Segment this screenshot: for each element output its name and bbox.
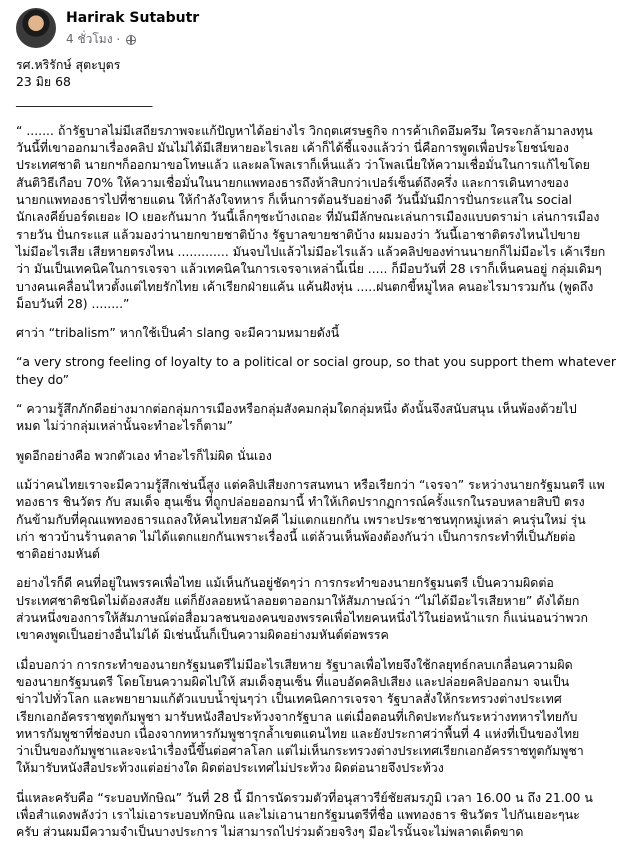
text-line: แม้ว่าคนไทยเราจะมีความรู้สึกเช่นนี้สูง แต่คลิปเสียงการสนทนา หรือเรียกว่า “เจรจา” ระหว่างนายกรัฐมนตรี แพ [16, 476, 605, 492]
text-line: “ ความรู้สึกภักดีอย่างมากต่อกลุ่มการเมืองหรือกลุ่มสังคมกลุ่มใดกลุ่มหนึ่ง ดังนั้นจึงสนับสนุน เห็นพ้องด้วยไป [16, 401, 577, 417]
text-line: ม็อบวันที่ 28) ........” [16, 295, 130, 311]
text-line: วันนี้ที่เขาออกมาเรื่องคลิป มันไม่ได้มีเสียหายอะไรเลย เค้าก็ได้ชี้แจงแล้วว่า นี่คือการพูดเพื่อประโยชน์ของ [16, 140, 569, 156]
text-line: ทองธาร ชินวัตร กับ สมเด็จ ฮุนเซ็น ที่ถูกปล่อยออกมานี้ ทำให้เกิดปรากฏการณ์ครั้งแรกในรอบหลายสิบปี ตรง [16, 494, 585, 510]
text-line: เรียกเอกอัครราชทูตกัมพูชา มารับหนังสือประท้วงจากรัฐบาล แต่เมื่อตอนที่เกิดปะทะกันระหว่างทหารไทยกับ [16, 708, 578, 724]
text-line: “a very strong feeling of loyalty to a political or social group, so that you support them whatever [16, 354, 617, 370]
text-line: นายกแพทองธารไปที่ชายแดน ให้กำลังใจทหาร ก็เห็นการต้อนรับอย่างดี วันนี้มันมีการปั่นกระแสใน social [16, 192, 572, 208]
avatar[interactable] [16, 8, 56, 48]
text-line: เขาคงพูดเป็นอย่างอื่นไม่ได้ มิเช่นนั้นก็เป็นความผิดอย่างมหันต์ต่อพรรค [16, 627, 389, 643]
paragraph-summary: พูดอีกอย่างคือ พวกตัวเอง ทำอะไรก็ไม่ผิด นั่นเอง [16, 447, 272, 463]
author-name[interactable]: Harirak Sutabutr [66, 10, 200, 26]
paragraph-government [16, 656, 606, 777]
paragraph-quote [16, 122, 606, 312]
text-line: ครับ ส่วนผมมีความจำเป็นบางประการ ไม่สามารถไปร่วมด้วยจริงๆ มีอะไรนั้นจะไม่พลาดเด็ดขาด [16, 824, 524, 840]
divider-line: ______________________ [16, 91, 153, 107]
text-line: เก่า ชาวบ้านร้านตลาด ไม่ได้แตกแยกกันเพราะเรื่องนี้ แต่ล้วนเห็นพ้องต้องกันว่า เป็นการกระทำที่เป็นภัยต่อ [16, 528, 576, 544]
paragraph-closing [16, 789, 606, 841]
post-time[interactable]: 4 ชั่วโมง [66, 32, 113, 46]
text-line: ชาติอย่างมหันต์ [16, 546, 100, 562]
text-line: ให้มารับหนังสือประท้วงแต่อย่างใด ผิดต่อประเทศไม่ประท้วง ผิดต่อนายจึงประท้วง [16, 760, 444, 776]
sign-date: 23 มิย 68 [16, 74, 71, 90]
text-line: ว่าเป็นของกัมพูชาและจะนำเรื่องนี้ขึ้นต่อศาลโลก แต่ไม่เห็นกระทรวงต่างประเทศเรียกเอกอัครราชทูตกัมพูชา [16, 743, 584, 759]
text-line: นี่แหละครับคือ “ระบอบทักษิณ” วันที่ 28 นี้ มีการนัดรวมตัวที่อนุสาวรีย์ชัยสมรภูมิ เวลา 16.00 น ถึง 21.00 น [16, 789, 593, 805]
text-line: รายวัน ปั่นกระแส แล้วมองว่านายกขายชาติบ้าง รัฐบาลขายชาติบ้าง ผมมองว่า วันนี้เอาชาติตรงไหนไปขาย [16, 226, 581, 242]
text-line: ส่วนหนึ่งของการให้สัมภาษณ์ต่อสื่อมวลชนของคนของพรรคเพื่อไทยคนหนึ่งไว้ในย่อหน้าแรก ก็แน่นอนว่าพวก [16, 610, 588, 626]
globe-icon[interactable] [126, 35, 136, 45]
text-line: เมื่อบอกว่า การกระทำของนายกรัฐมนตรีไม่มีอะไรเสียหาย รัฐบาลเพื่อไทยจึงใช้กลยุทธ์กลบเกลื่อนความผิด [16, 656, 573, 672]
post-meta [66, 30, 136, 49]
paragraph-party [16, 574, 606, 643]
text-line: ประเทศชาติ นายกฯก็ออกมาขอโทษแล้ว และผลโพลเราก็เห็นแล้ว ว่าโพลเนี่ยให้ความเชื่อมั่นในการแก้ไขโดย [16, 157, 590, 173]
text-line: “ ....... ถ้ารัฐบาลไม่มีเสถียรภาพจะแก้ปัญหาได้อย่างไร วิกฤตเศรษฐกิจ การค้าเกิดอึมครึม ใครจะกล้ามาลงทุน [16, 122, 593, 138]
text-line: สันติวิธีเกือบ 70% ให้ความเชื่อมั่นในนายกแพทองธารถึงห้าสิบกว่าเปอร์เซ็นต์ถึงครึ่ง และการเดินทางของ [16, 174, 569, 190]
sign-name: รศ.หริรักษ์ สุตะบุตร [16, 57, 121, 72]
paragraph-clip [16, 476, 606, 562]
text-line: ไม่มีอะไรเสีย เสียหายตรงไหน ............. มันจบไปแล้วไม่มีอะไรแล้ว แล้วคลิปของท่านนายกก็ไม่มีอะไร เค้าเรียก [16, 243, 606, 259]
text-line: อย่างไรก็ดี คนที่อยู่ในพรรคเพื่อไทย แม้เห็นกันอยู่ชัดๆว่า การกระทำของนายกรัฐมนตรี เป็นความผิดต่อ [16, 575, 554, 591]
post-header [16, 8, 604, 48]
text-line: หมด ไม่ว่ากลุ่มเหล่านั้นจะทำอะไรก็ตาม” [16, 418, 233, 434]
text-line: เพื่อสำแดงพลังว่า เราไม่เอาระบอบทักษิณ และไม่เอานายกรัฐมนตรีที่ชื่อ แพทองธาร ชินวัตร ไปกันเยอะๆนะ [16, 806, 580, 822]
meta-separator: · [116, 32, 121, 47]
text-line: ข่าวไปทั่วโลก และพยายามแก้ตัวแบบน้ำขุ่นๆว่า เป็นเทคนิคการเจรจา รัฐบาลสั่งให้กระทรวงต่างประเทศ [16, 691, 562, 707]
text-line: บางคนเคลื่อนไหวตั้งแต่ไทยรักไทย เค้าเรียกฝ่ายแค้น แค้นฝังหุ่น .....ฝนตกขี้หมูไหล คนอะไรมารวมกัน (พูดถึง [16, 278, 594, 294]
paragraph-english-definition [16, 353, 617, 388]
text-line: นักเลงคีย์บอร์ดเยอะ IO เยอะกันมาก วันนี้เล็กๆชะบ้างเถอะ ที่มันมีลักษณะเล่นการเมืองแบบดราม่า เล่นการเมือง [16, 209, 600, 225]
paragraph-thai-definition [16, 400, 606, 435]
text-line: they do” [16, 371, 70, 387]
text-line: ประเทศชาติชนิดไม่ต้องสงสัย แต่ก็ยังลอยหน้าลอยตาออกมาให้สัมภาษณ์ว่า “ไม่ได้มีอะไรเสียหาย” ดังได้ยก [16, 592, 580, 608]
post-body [16, 56, 617, 841]
text-line: ว่า มันเป็นเทคนิคในการเจรจา แล้วเทคนิคในการเจรจาเหล่านี้เนี่ย ..... ก็มีอบวันที่ 28 เราก็เห็นคนอยู่ กลุ่มเดิมๆ [16, 261, 602, 277]
text-line: ทหารกัมพูชาที่ช่องบก เนื่องจากทหารกัมพูชารุกล้ำเขตแดนไทย และยังประกาศว่าพื้นที่ 4 แห่งที่เป็นของไทย [16, 725, 580, 741]
text-line: กันข้ามกับที่คุณแพทองธารแถลงให้คนไทยสามัคคี ไม่แตกแยกกัน เพราะประชาชนทุกหมู่เหล่า คนรุ่นใหม่ รุ่น [16, 511, 586, 527]
text-line: ของนายกรัฐมนตรี โดยโยนความผิดไปให้ สมเด็จฮุนเซ็น ที่แอบอัดคลิปเสียง และปล่อยคลิปออกมา จนเป็น [16, 673, 570, 689]
paragraph-tribalism-intro: ศาว่า “tribalism” หากใช้เป็นคำ slang จะมีความหมายดังนี้ [16, 325, 340, 341]
